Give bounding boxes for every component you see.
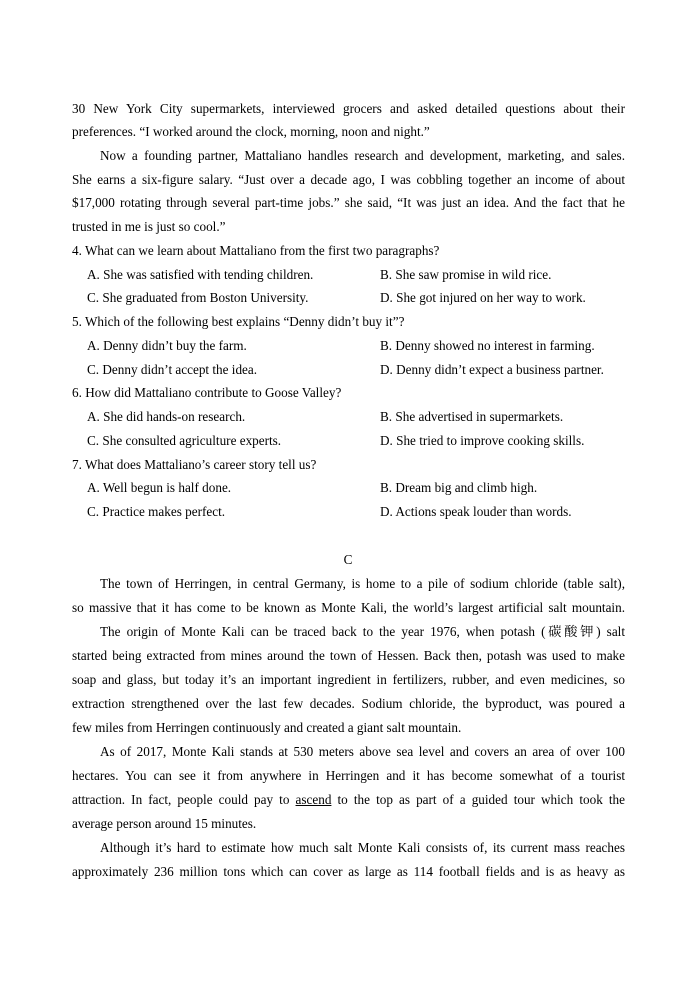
c-para4-line1: Although it’s hard to estimate how much salt Monte Kali consists of, its current mass reaches	[100, 840, 625, 855]
c-para3-line3-pre: attraction. In fact, people could pay to	[72, 792, 296, 807]
c-para3-line4: average person around 15 minutes.	[72, 816, 257, 831]
q7-option-c: C. Practice makes perfect.	[87, 504, 226, 519]
c-para1-line1: The town of Herringen, in central Germany, is home to a pile of sodium chloride (table salt),	[100, 576, 625, 591]
q6-option-b: B. She advertised in supermarkets.	[380, 409, 564, 424]
para1-line1: 30 New York City supermarkets, interviewed grocers and asked detailed questions about their	[72, 101, 625, 116]
q6-option-c: C. She consulted agriculture experts.	[87, 433, 282, 448]
c-para3-line1: As of 2017, Monte Kali stands at 530 meters above sea level and covers an area of over 100	[100, 744, 625, 759]
q7-option-b: B. Dream big and climb high.	[380, 480, 538, 495]
c-para2-line4: extraction strengthened over the last few decades. Sodium chloride, the byproduct, was poured a	[72, 696, 625, 711]
para2-line4: trusted in me is just so cool.”	[72, 219, 226, 234]
q4-option-c: C. She graduated from Boston University.	[87, 290, 309, 305]
c-para3-line3	[72, 792, 625, 808]
underlined-word-ascend: ascend	[295, 792, 332, 807]
q4-option-b: B. She saw promise in wild rice.	[380, 267, 552, 282]
q4-option-a: A. She was satisfied with tending children.	[87, 267, 314, 282]
c-para3-line3-post: to the top as part of a guided tour which took the	[331, 792, 625, 807]
c-para2-line3: soap and glass, but today it’s an important ingredient in fertilizers, rubber, and even medicines, so	[72, 672, 625, 687]
c-para3-line2: hectares. You can see it from anywhere in Herringen and it has become somewhat of a tourist	[72, 768, 625, 783]
c-para4-line2: approximately 236 million tons which can cover as large as 114 football fields and is as heavy as	[72, 864, 625, 879]
para2-line2: She earns a six-figure salary. “Just over a decade ago, I was cobbling together an income of about	[72, 172, 625, 187]
c-para1-line2: so massive that it has come to be known as Monte Kali, the world’s largest artificial salt mountain.	[72, 600, 625, 615]
q7-option-d: D. Actions speak louder than words.	[380, 504, 572, 519]
q4-option-d: D. She got injured on her way to work.	[380, 290, 586, 305]
q7-option-a: A. Well begun is half done.	[87, 480, 232, 495]
c-para2-line2: started being extracted from mines around the town of Hessen. Back then, potash was used to make	[72, 648, 625, 663]
c-para2-line1: The origin of Monte Kali can be traced back to the year 1976, when potash (碳酸钾) salt	[100, 624, 625, 639]
q5-option-c: C. Denny didn’t accept the idea.	[87, 362, 258, 377]
q6-option-a: A. She did hands-on research.	[87, 409, 246, 424]
para1-line2: preferences. “I worked around the clock, morning, noon and night.”	[72, 124, 430, 139]
question-4: 4. What can we learn about Mattaliano from the first two paragraphs?	[72, 243, 440, 258]
question-5: 5. Which of the following best explains “Denny didn’t buy it”?	[72, 314, 405, 329]
question-6: 6. How did Mattaliano contribute to Goose Valley?	[72, 385, 342, 400]
section-heading: C	[343, 552, 353, 567]
c-para2-line5: few miles from Herringen continuously and created a giant salt mountain.	[72, 720, 462, 735]
question-7: 7. What does Mattaliano’s career story tell us?	[72, 457, 317, 472]
q6-option-d: D. She tried to improve cooking skills.	[380, 433, 585, 448]
q5-option-d: D. Denny didn’t expect a business partner.	[380, 362, 604, 377]
q5-option-b: B. Denny showed no interest in farming.	[380, 338, 595, 353]
q5-option-a: A. Denny didn’t buy the farm.	[87, 338, 247, 353]
para2-line1: Now a founding partner, Mattaliano handles research and development, marketing, and sales.	[100, 148, 625, 163]
para2-line3: $17,000 rotating through several part-time jobs.” she said, “It was just an idea. And the fact that he	[72, 195, 625, 210]
